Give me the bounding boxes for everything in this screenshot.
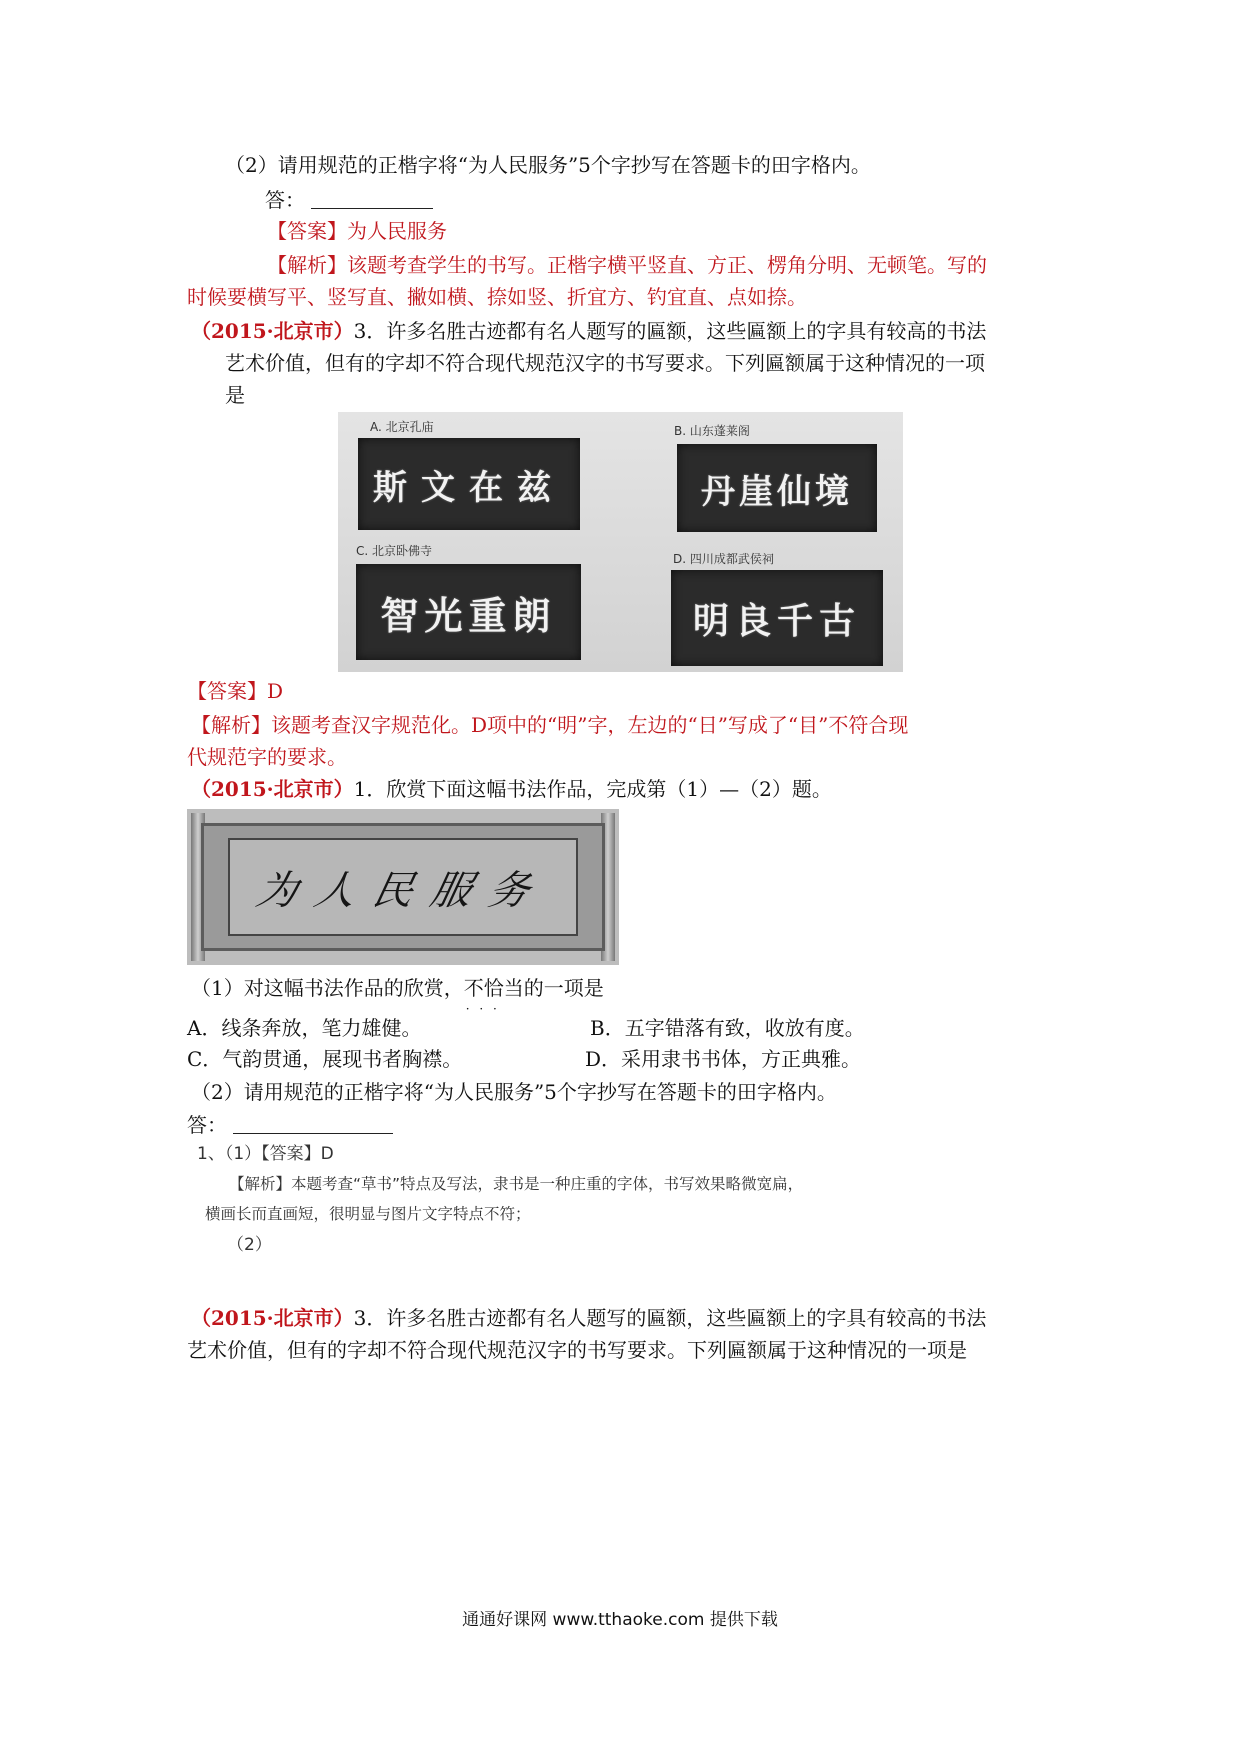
q1-answer-line: [187, 1110, 393, 1140]
q3b-line-2: 艺术价值，但有的字却不符合现代规范汉字的书写要求。下列匾额属于这种情况的一项是: [187, 1338, 967, 1362]
scan-line-4: （2）: [227, 1235, 272, 1255]
q3a-line-3: 是: [225, 383, 245, 407]
plaque-d: [671, 570, 883, 666]
plaque-c-caption: C. 北京卧佛寺: [356, 544, 433, 558]
q1-option-c: C．气韵贯通，展现书者胸襟。: [187, 1047, 463, 1071]
answer-prefix: 答：: [265, 188, 305, 212]
q-top-key: [267, 216, 447, 246]
key-label: 【答案】: [267, 219, 347, 243]
q1-stem: [191, 774, 832, 804]
source-tag: （2015·北京市）: [191, 1306, 354, 1330]
answer-blank: [233, 1113, 393, 1134]
scan-line-1: 1、（1）【答案】D: [197, 1144, 334, 1164]
analysis-text-1: 该题考查学生的书写。正楷字横平竖直、方正、楞角分明、无顿笔。写的: [347, 253, 987, 277]
scroll-calligraphy-text: 为人民服务: [252, 867, 553, 914]
scan-line-2: 【解析】本题考查“草书”特点及写法，隶书是一种庄重的字体，书写效果略微宽扁，: [229, 1175, 804, 1193]
plaque-b-text: 丹崖仙境: [701, 471, 853, 512]
q3b-line-1: [191, 1303, 986, 1333]
calligraphy-scroll-photo: [187, 809, 619, 965]
scroll-frame: [201, 823, 605, 951]
key-value: 为人民服务: [347, 219, 447, 243]
q1-sub1: [191, 973, 604, 1003]
q1-option-a: A．线条奔放，笔力雄健。: [187, 1016, 422, 1040]
q1-stem-text: 1．欣赏下面这幅书法作品，完成第（1）—（2）题。: [353, 777, 832, 801]
scan-line-3: 横画长而直画短，很明显与图片文字特点不符；: [205, 1205, 531, 1223]
q3a-analysis-2: 代规范字的要求。: [187, 745, 347, 769]
q1-sub2: （2）请用规范的正楷字将“为人民服务”5个字抄写在答题卡的田字格内。: [191, 1080, 837, 1104]
q3a-line-1: [191, 316, 986, 346]
plaques-photo: [338, 412, 903, 672]
q-top-analysis-2: 时候要横写平、竖写直、撇如横、捺如竖、折宜方、钓宜直、点如捺。: [187, 285, 807, 309]
page-footer: 通通好课网 www.tthaoke.com 提供下载: [462, 1610, 778, 1630]
source-tag: （2015·北京市）: [191, 319, 354, 343]
answer-blank: [311, 188, 433, 209]
plaque-b-caption: B. 山东蓬莱阁: [674, 424, 750, 438]
plaque-c: [356, 564, 581, 660]
plaque-d-caption: D. 四川成都武侯祠: [673, 552, 774, 566]
q3a-text-1: 3．许多名胜古迹都有名人题写的匾额，这些匾额上的字具有较高的书法: [353, 319, 987, 343]
q3a-key: [187, 676, 283, 706]
q1-option-d: D．采用隶书书体，方正典雅。: [585, 1047, 862, 1071]
analysis-label: 【解析】: [267, 253, 347, 277]
answer-prefix: 答：: [187, 1113, 227, 1137]
plaque-d-text: 明良千古: [692, 599, 861, 642]
plaque-b: [677, 444, 877, 532]
plaque-a-caption: A. 北京孔庙: [370, 420, 434, 434]
plaque-a: [358, 438, 580, 530]
source-tag: （2015·北京市）: [191, 777, 354, 801]
q3a-analysis-1: [191, 710, 908, 740]
q1-option-b: B．五字错落有致，收放有度。: [590, 1016, 865, 1040]
analysis-text-1: 该题考查汉字规范化。D项中的“明”字，左边的“日”写成了“目”不符合现: [271, 713, 909, 737]
scroll-inner: [228, 838, 578, 936]
q-top-part2: （2）请用规范的正楷字将“为人民服务”5个字抄写在答题卡的田字格内。: [225, 153, 871, 177]
sub1-text-a: （1）对这幅书法作品的欣赏，: [191, 976, 464, 1000]
scanned-answer-snippet: [197, 1142, 804, 1272]
key-value: D: [267, 679, 284, 703]
q3b-text-1: 3．许多名胜古迹都有名人题写的匾额，这些匾额上的字具有较高的书法: [353, 1306, 987, 1330]
plaque-c-text: 智光重朗: [380, 592, 557, 638]
q-top-answer-line: [265, 185, 433, 215]
sub1-emphasis: 不恰当 · · ·: [464, 976, 524, 1000]
plaque-a-text: 斯文在兹: [373, 467, 565, 508]
q3a-line-2: 艺术价值，但有的字却不符合现代规范汉字的书写要求。下列匾额属于这种情况的一项: [225, 351, 985, 375]
key-label: 【答案】: [187, 679, 267, 703]
q-top-analysis-1: [267, 250, 987, 280]
analysis-label: 【解析】: [191, 713, 271, 737]
sub1-text-b: 的一项是: [523, 976, 604, 1000]
